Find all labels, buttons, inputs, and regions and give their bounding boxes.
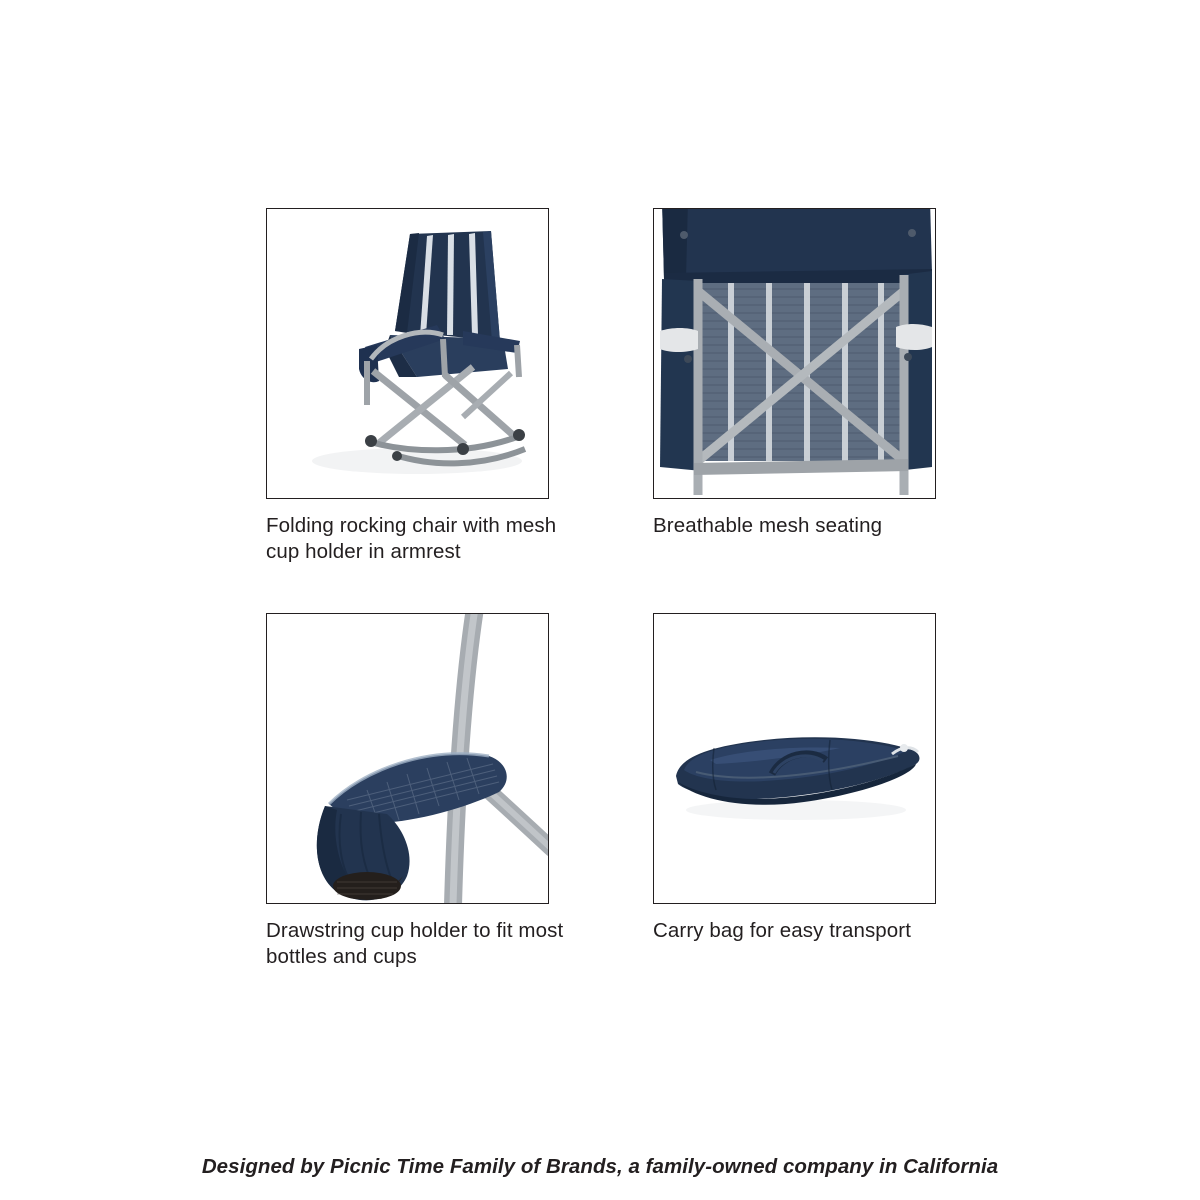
- designed-by-footnote: Designed by Picnic Time Family of Brands, a family-owned company in California: [201, 1155, 999, 1178]
- navy-folding-rocking-chair-photo: [267, 209, 549, 499]
- feature-caption: Breathable mesh seating: [653, 514, 883, 537]
- feature-cell-drawstring-cup-holder: [266, 613, 564, 970]
- feature-cell-carry-bag: [653, 613, 938, 970]
- feature-cell-breathable-mesh-seating: [653, 208, 938, 565]
- feature-row-2: [266, 613, 938, 970]
- feature-thumbnail-frame: [266, 613, 549, 904]
- feature-grid: [266, 208, 938, 970]
- armrest-drawstring-cup-holder-photo: [267, 614, 549, 904]
- feature-thumbnail-frame: [266, 208, 549, 499]
- feature-thumbnail-frame: [653, 208, 936, 499]
- feature-thumbnail-frame: [653, 613, 936, 904]
- feature-row-1: [266, 208, 938, 565]
- chair-back-mesh-closeup-photo: [654, 209, 936, 499]
- feature-caption: Drawstring cup holder to fit most bottles and cups: [266, 919, 564, 969]
- navy-carry-bag-photo: [654, 614, 936, 904]
- feature-cell-folding-rocking-chair: [266, 208, 557, 565]
- feature-caption: Carry bag for easy transport: [653, 919, 912, 943]
- feature-caption: Folding rocking chair with mesh cup holder in armrest: [266, 514, 557, 564]
